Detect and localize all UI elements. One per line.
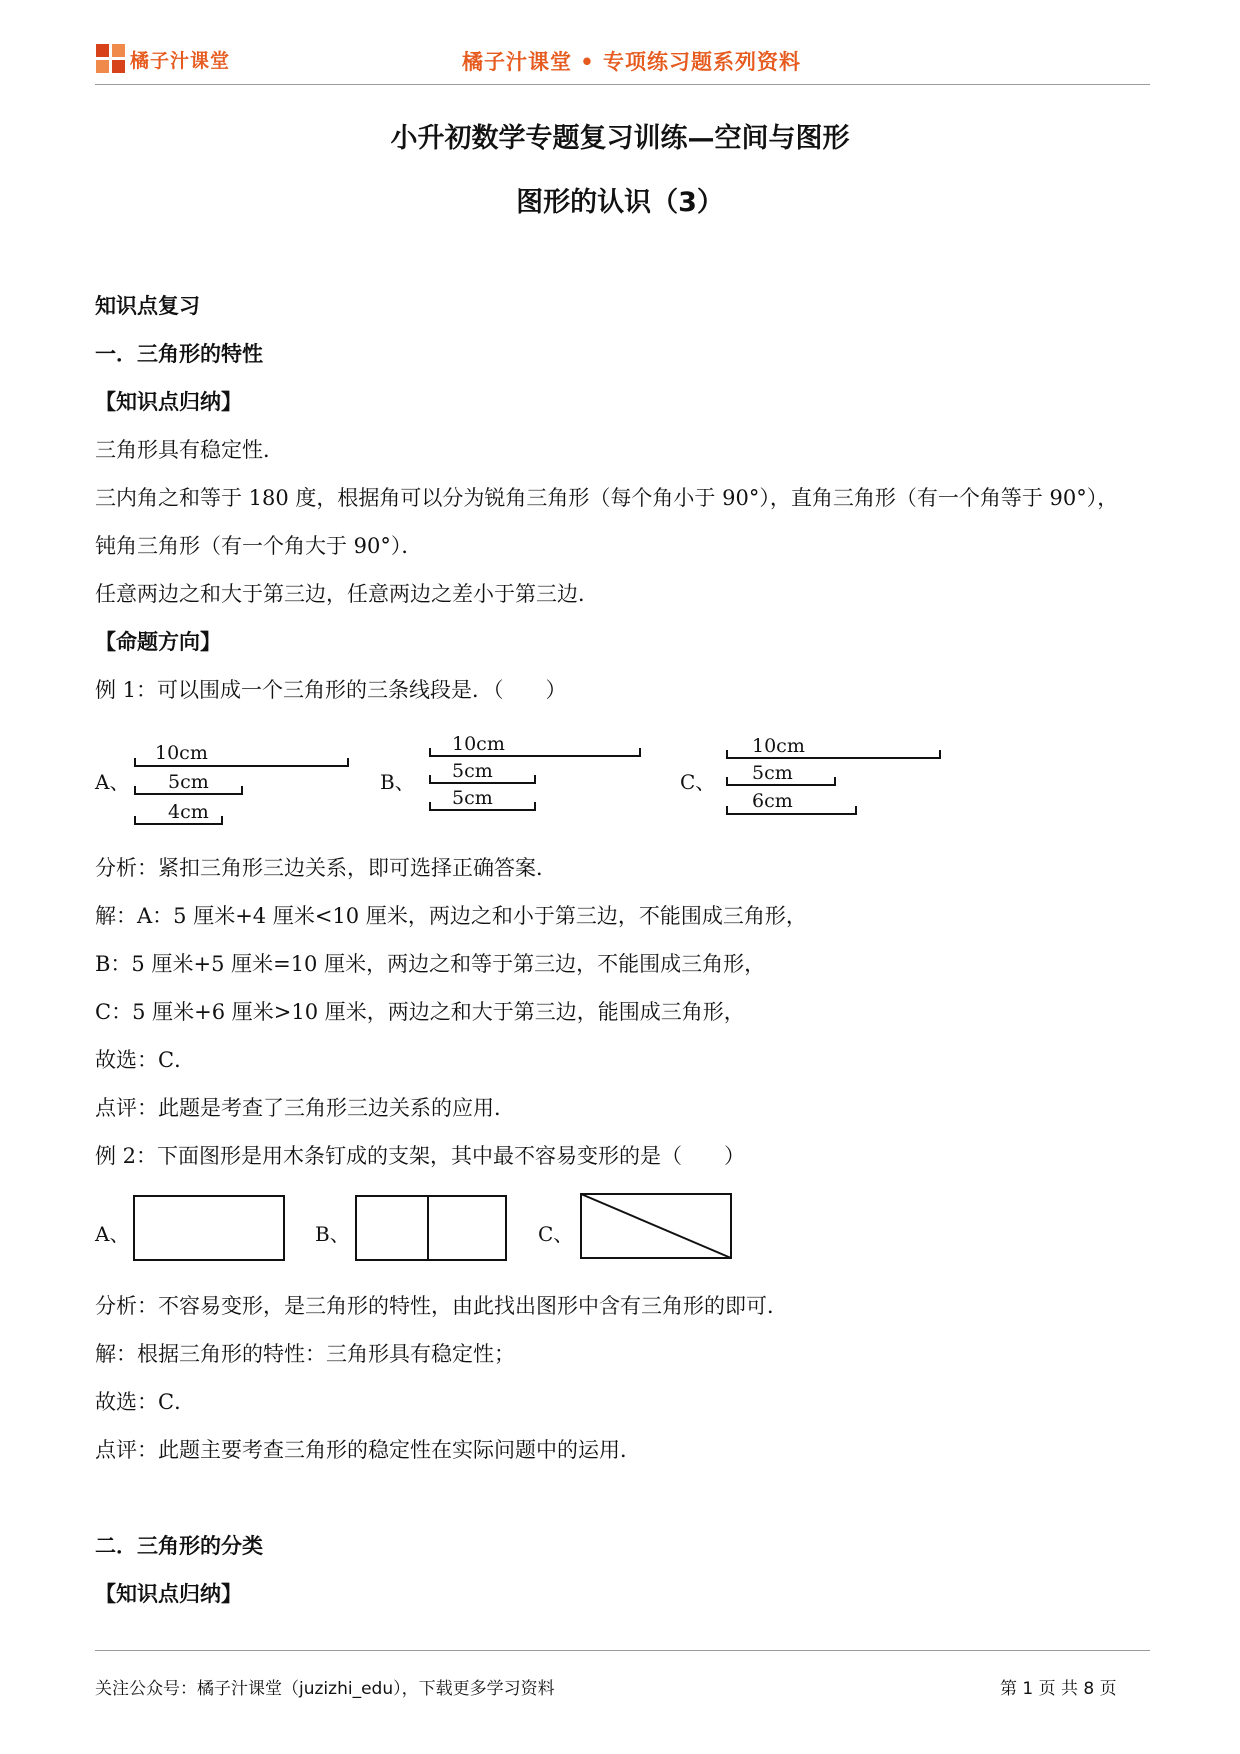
header-series-title: 橘子汁课堂 • 专项练习题系列资料 xyxy=(462,50,802,74)
section-1-heading: 一．三角形的特性 xyxy=(95,341,263,366)
ex2-b-rectangle xyxy=(356,1196,506,1260)
ex1-b-seg3-label: 5cm xyxy=(452,787,493,809)
example-1-solution-a: 解：A：5 厘米+4 厘米<10 厘米，两边之和小于第三边，不能围成三角形， xyxy=(95,904,807,928)
example-1-analysis: 分析：紧扣三角形三边关系，即可选择正确答案． xyxy=(95,856,557,880)
ex1-a-seg1-label: 10cm xyxy=(155,742,208,764)
example-1-comment: 点评：此题是考查了三角形三边关系的应用． xyxy=(95,1096,515,1120)
example-2-solution: 解：根据三角形的特性：三角形具有稳定性； xyxy=(95,1342,515,1366)
ex1-c-seg1-label: 10cm xyxy=(752,735,805,757)
direction-tag: 【命题方向】 xyxy=(95,629,221,654)
example-2-answer: 故选：C． xyxy=(95,1390,196,1414)
ex1-b-seg2-label: 5cm xyxy=(452,760,493,782)
ex2-a-rectangle xyxy=(134,1196,284,1260)
footer-left-text: 关注公众号：橘子汁课堂（juzizhi_edu），下载更多学习资料 xyxy=(95,1679,555,1699)
knowledge-line-1: 三角形具有稳定性． xyxy=(95,438,284,462)
page-title: 小升初数学专题复习训练—空间与图形 xyxy=(390,123,850,154)
ex2-option-c-label: C、 xyxy=(538,1222,574,1246)
example-1-question: 例 1：可以围成一个三角形的三条线段是．（ ） xyxy=(95,678,567,702)
section-2-heading: 二．三角形的分类 xyxy=(95,1533,263,1558)
example-1-answer: 故选：C． xyxy=(95,1048,196,1072)
footer-rule xyxy=(95,1650,1150,1651)
knowledge-tag: 【知识点归纳】 xyxy=(95,389,242,414)
example-1-solution-b: B：5 厘米+5 厘米=10 厘米，两边之和等于第三边，不能围成三角形， xyxy=(95,952,766,976)
page-subtitle: 图形的认识（3） xyxy=(516,187,724,218)
ex2-option-b-label: B、 xyxy=(315,1222,350,1246)
example-2-question: 例 2：下面图形是用木条钉成的支架，其中最不容易变形的是（ ） xyxy=(95,1144,746,1168)
ex2-c-diagonal xyxy=(581,1194,731,1258)
example-2-comment: 点评：此题主要考查三角形的稳定性在实际问题中的运用． xyxy=(95,1438,641,1462)
example-1-solution-c: C：5 厘米+6 厘米>10 厘米，两边之和大于第三边，能围成三角形， xyxy=(95,1000,745,1024)
knowledge-line-2a: 三内角之和等于 180 度，根据角可以分为锐角三角形（每个角小于 90°），直角三角形（有一个角等于 90°）， xyxy=(95,486,1119,510)
logo-text: 橘子汁课堂 xyxy=(130,50,231,72)
knowledge-tag-2: 【知识点归纳】 xyxy=(95,1581,242,1606)
ex1-c-seg3-label: 6cm xyxy=(752,790,793,812)
ex1-b-seg1-label: 10cm xyxy=(452,733,505,755)
ex2-option-a-label: A、 xyxy=(95,1222,130,1246)
example-2-analysis: 分析：不容易变形，是三角形的特性，由此找出图形中含有三角形的即可． xyxy=(95,1294,788,1318)
ex1-option-c-label: C、 xyxy=(680,770,716,794)
knowledge-line-3: 任意两边之和大于第三边，任意两边之差小于第三边． xyxy=(95,582,599,606)
ex1-a-seg2-label: 5cm xyxy=(168,771,209,793)
ex1-c-seg2-label: 5cm xyxy=(752,762,793,784)
ex1-a-seg3-label: 4cm xyxy=(168,801,209,823)
knowledge-line-2b: 钝角三角形（有一个角大于 90°）． xyxy=(95,534,423,558)
page-number: 第 1 页 共 8 页 xyxy=(1000,1679,1117,1699)
review-heading: 知识点复习 xyxy=(95,293,200,318)
ex1-option-a-label: A、 xyxy=(95,770,130,794)
ex1-option-b-label: B、 xyxy=(380,770,415,794)
